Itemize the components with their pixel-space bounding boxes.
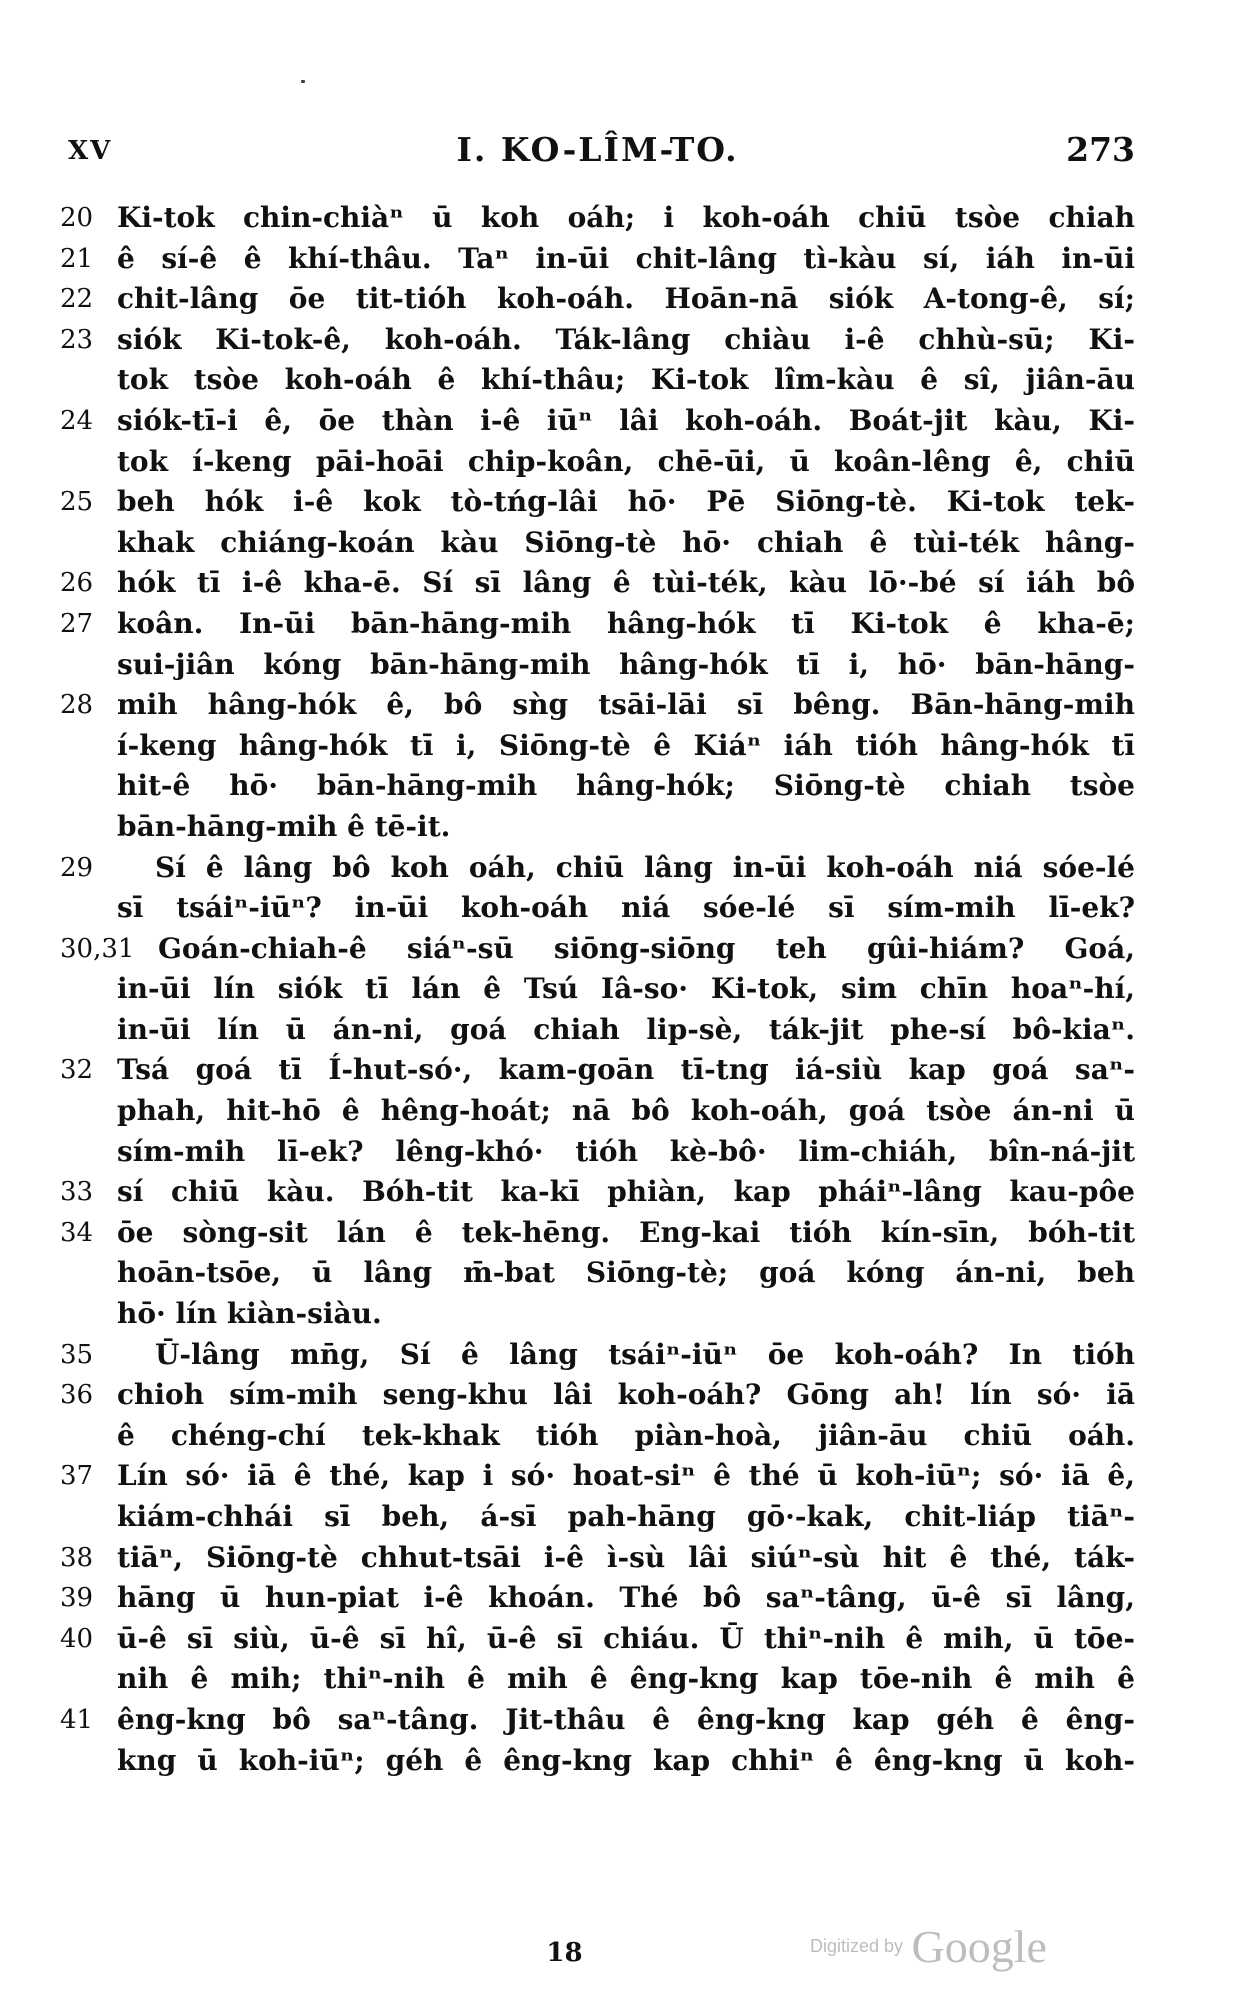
verse-number: 33 <box>60 1177 94 1208</box>
google-logo: Google <box>911 1921 1047 1972</box>
text-line <box>60 848 1135 889</box>
line-text: ê sí-ê ê khí-thâu. Taⁿ in-ūi chit-lâng tì-kàu sí, iáh in-ūi <box>117 241 1135 275</box>
text-line <box>60 1010 1135 1051</box>
text-line <box>60 1091 1135 1132</box>
line-text: Lín só· iā ê thé, kap i só· hoat-siⁿ ê thé ū koh-iūⁿ; só· iā ê, <box>117 1459 1135 1493</box>
line-text: Goán-chiah-ê siáⁿ-sū siōng-siōng teh gûi-hiám? Goá, <box>158 931 1135 965</box>
text-line <box>60 645 1135 686</box>
line-text: bān-hāng-mih ê tē-it. <box>117 809 451 843</box>
verse-number: 41 <box>60 1704 94 1735</box>
text-line <box>60 279 1135 320</box>
line-text: tok í-keng pāi-hoāi chip-koân, chē-ūi, ū koân-lêng ê, chiū <box>117 444 1135 478</box>
line-text: beh hók i-ê kok tò-tńg-lâi hō· Pē Siōng-tè. Ki-tok tek- <box>117 485 1135 519</box>
verse-number: 40 <box>60 1623 94 1654</box>
header-section-number: XV <box>68 136 113 166</box>
verse-number: 30,31 <box>60 933 135 964</box>
verse-number: 22 <box>60 284 94 315</box>
text-line <box>60 1741 1135 1782</box>
verse-number: 32 <box>60 1055 94 1086</box>
text-line <box>60 1335 1135 1376</box>
line-text: sui-jiân kóng bān-hāng-mih hâng-hók tī i, hō· bān-hāng- <box>117 647 1135 681</box>
text-body <box>60 198 1135 1781</box>
text-line <box>60 1456 1135 1497</box>
verse-number: 23 <box>60 324 94 355</box>
line-text: ōe sòng-sit lán ê tek-hēng. Eng-kai tióh kín-sīn, bóh-tit <box>117 1215 1135 1249</box>
line-text: chit-lâng ōe tit-tióh koh-oáh. Hoān-nā siók A-tong-ê, sí; <box>117 282 1135 316</box>
line-text: in-ūi lín ū án-ni, goá chiah lip-sè, ták-jit phe-sí bô-kiaⁿ. <box>117 1012 1135 1046</box>
text-line <box>60 1619 1135 1660</box>
line-text: kng ū koh-iūⁿ; géh ê êng-kng kap chhiⁿ ê êng-kng ū koh- <box>117 1743 1135 1777</box>
verse-number: 25 <box>60 487 94 518</box>
verse-number: 29 <box>60 852 94 883</box>
line-text: hit-ê hō· bān-hāng-mih hâng-hók; Siōng-tè chiah tsòe <box>117 769 1135 803</box>
text-line <box>60 685 1135 726</box>
text-line <box>60 401 1135 442</box>
text-line <box>60 563 1135 604</box>
text-line <box>60 1375 1135 1416</box>
verse-number: 24 <box>60 405 94 436</box>
line-text: in-ūi lín siók tī lán ê Tsú Iâ-so· Ki-tok, sim chīn hoaⁿ-hí, <box>117 972 1135 1006</box>
text-line <box>60 969 1135 1010</box>
signature-mark: 18 <box>546 1938 583 1968</box>
verse-number: 37 <box>60 1461 94 1492</box>
line-text: Tsá goá tī Í-hut-só·, kam-goān tī-tng iá-siù kap goá saⁿ- <box>117 1053 1135 1087</box>
header-title: I. KO-LÎM-TO. <box>456 130 739 169</box>
text-line <box>60 1294 1135 1335</box>
digitized-by-watermark <box>810 1920 1047 1973</box>
line-text: sī tsáiⁿ-iūⁿ? in-ūi koh-oáh niá sóe-lé sī sím-mih lī-ek? <box>117 891 1135 925</box>
line-text: hók tī i-ê kha-ē. Sí sī lâng ê tùi-ték, kàu lō·-bé sí iáh bô <box>117 566 1135 600</box>
line-text: koân. In-ūi bān-hāng-mih hâng-hók tī Ki-tok ê kha-ē; <box>117 606 1135 640</box>
line-text: hō· lín kiàn-siàu. <box>117 1297 382 1331</box>
text-line <box>60 1538 1135 1579</box>
text-line <box>60 1497 1135 1538</box>
line-text: hoān-tsōe, ū lâng m̄-bat Siōng-tè; goá kóng án-ni, beh <box>117 1256 1135 1290</box>
line-text: sím-mih lī-ek? lêng-khó· tióh kè-bô· lim-chiáh, bîn-ná-jit <box>117 1134 1135 1168</box>
text-line <box>60 766 1135 807</box>
verse-number: 34 <box>60 1217 94 1248</box>
text-line <box>60 807 1135 848</box>
text-line <box>60 442 1135 483</box>
text-line <box>60 523 1135 564</box>
line-text: sí chiū kàu. Bóh-tit ka-kī phiàn, kap pháiⁿ-lâng kau-pôe <box>117 1175 1135 1209</box>
ink-speck <box>301 80 305 83</box>
text-line <box>60 1700 1135 1741</box>
text-line <box>60 198 1135 239</box>
line-text: tok tsòe koh-oáh ê khí-thâu; Ki-tok lîm-kàu ê sî, jiân-āu <box>117 363 1135 397</box>
page-number: 273 <box>1066 130 1135 169</box>
verse-number: 21 <box>60 243 94 274</box>
text-line <box>60 1659 1135 1700</box>
text-line <box>60 929 1135 970</box>
text-line <box>60 1132 1135 1173</box>
text-line <box>60 1172 1135 1213</box>
line-text: chioh sím-mih seng-khu lâi koh-oáh? Gōng ah! lín só· iā <box>117 1378 1135 1412</box>
line-text: ê chéng-chí tek-khak tióh piàn-hoà, jiân-āu chiū oáh. <box>117 1418 1135 1452</box>
line-text: mih hâng-hók ê, bô sǹg tsāi-lāi sī bêng. Bān-hāng-mih <box>117 688 1135 722</box>
line-text: Sí ê lâng bô koh oáh, chiū lâng in-ūi koh-oáh niá sóe-lé <box>155 850 1135 884</box>
digitized-by-text: Digitized by <box>810 1936 904 1956</box>
text-line <box>60 1213 1135 1254</box>
text-line <box>60 360 1135 401</box>
line-text: phah, hit-hō ê hêng-hoát; nā bô koh-oáh, goá tsòe án-ni ū <box>117 1094 1135 1128</box>
verse-number: 38 <box>60 1542 94 1573</box>
text-line <box>60 888 1135 929</box>
verse-number: 20 <box>60 203 94 233</box>
text-line <box>60 726 1135 767</box>
verse-number: 26 <box>60 568 94 599</box>
text-line <box>60 1416 1135 1457</box>
verse-number: 39 <box>60 1583 94 1614</box>
text-line <box>60 604 1135 645</box>
line-text: Ki-tok chin-chiàⁿ ū koh oáh; i koh-oáh chiū tsòe chiah <box>117 201 1135 234</box>
line-text: êng-kng bô saⁿ-tâng. Jit-thâu ê êng-kng kap géh ê êng- <box>117 1702 1135 1736</box>
line-text: í-keng hâng-hók tī i, Siōng-tè ê Kiáⁿ iáh tióh hâng-hók tī <box>117 728 1135 762</box>
line-text: Ū-lâng mn̄g, Sí ê lâng tsáiⁿ-iūⁿ ōe koh-oáh? In tióh <box>155 1337 1135 1371</box>
line-text: siók Ki-tok-ê, koh-oáh. Ták-lâng chiàu i-ê chhù-sū; Ki- <box>117 322 1135 356</box>
text-line <box>60 320 1135 361</box>
line-text: nih ê mih; thiⁿ-nih ê mih ê êng-kng kap tōe-nih ê mih ê <box>117 1662 1135 1696</box>
line-text: kiám-chhái sī beh, á-sī pah-hāng gō·-kak, chit-liáp tiāⁿ- <box>117 1500 1135 1533</box>
verse-number: 28 <box>60 690 94 721</box>
verse-number: 36 <box>60 1380 94 1411</box>
text-line <box>60 1578 1135 1619</box>
line-text: siók-tī-i ê, ōe thàn i-ê iūⁿ lâi koh-oáh. Boát-jit kàu, Ki- <box>117 403 1135 437</box>
text-line <box>60 1050 1135 1091</box>
verse-number: 35 <box>60 1339 94 1370</box>
verse-number: 27 <box>60 608 94 639</box>
text-line <box>60 1253 1135 1294</box>
running-header <box>60 130 1135 180</box>
line-text: hāng ū hun-piat i-ê khoán. Thé bô saⁿ-tâng, ū-ê sī lâng, <box>117 1581 1135 1615</box>
text-line <box>60 239 1135 280</box>
line-text: ū-ê sī siù, ū-ê sī hî, ū-ê sī chiáu. Ū thiⁿ-nih ê mih, ū tōe- <box>117 1621 1135 1655</box>
line-text: tiāⁿ, Siōng-tè chhut-tsāi i-ê ì-sù lâi siúⁿ-sù hit ê thé, ták- <box>117 1540 1135 1574</box>
text-line <box>60 482 1135 523</box>
line-text: khak chiáng-koán kàu Siōng-tè hō· chiah ê tùi-ték hâng- <box>117 525 1135 559</box>
